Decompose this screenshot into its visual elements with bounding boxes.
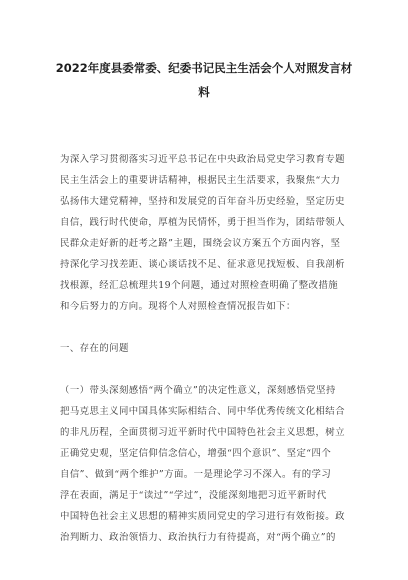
subsection-line-7: 中国特色社会主义思想的精神实质同党史的学习进行有效衔接。政 <box>60 511 345 522</box>
subsection-line-4: 正确党史观，坚定信仰信念信心，增强“四个意识”、坚定“四个 <box>60 448 332 459</box>
subsection-line-6: 浮在表面，满足于“读过”“学过”，没能深刻地把习近平新时代 <box>60 490 327 501</box>
document-title-line-2: 料 <box>198 85 210 99</box>
subsection-line-5: 自信”、做到“两个维护”方面。一是理论学习不深入。有的学习 <box>60 469 332 480</box>
section-heading: 一、存在的问题 <box>60 343 129 354</box>
intro-line-5: 民群众走好新的赶考之路”主题，围绕会议方案五个方面内容，坚 <box>60 238 341 249</box>
intro-line-7: 找根源，经汇总梳理共19个问题，通过对照检查明确了整改措施 <box>60 280 339 291</box>
intro-line-3: 弘扬伟大建党精神，坚持和发展党的百年奋斗历史经验，坚定历史 <box>60 196 345 207</box>
intro-line-8: 和今后努力的方向。现将个人对照检查情况报告如下： <box>60 301 296 312</box>
intro-line-2: 民主生活会上的重要讲话精神，根据民主生活要求，我聚焦“大力 <box>60 175 341 186</box>
intro-line-6: 持深化学习找差距、谈心谈话找不足、征求意见找短板、自我剖析 <box>60 259 345 270</box>
subsection-line-2: 把马克思主义同中国具体实际相结合、同中华优秀传统文化相结合 <box>60 406 345 417</box>
intro-line-4: 自信，践行时代使命，厚植为民情怀，勇于担当作为，团结带领人 <box>60 217 345 228</box>
document-title-line-1: 2022年度县委常委、纪委书记民主生活会个人对照发言材 <box>55 61 353 75</box>
subsection-line-1: （一）带头深刻感悟“两个确立”的决定性意义，深刻感悟党坚持 <box>60 385 336 396</box>
subsection-line-3: 的非凡历程，全面贯彻习近平新时代中国特色社会主义思想，树立 <box>60 427 345 438</box>
subsection-line-8: 治判断力、政治领悟力、政治执行力有待提高，对“两个确立”的 <box>60 532 336 543</box>
intro-line-1: 为深入学习贯彻落实习近平总书记在中央政治局党史学习教育专题 <box>60 154 345 165</box>
